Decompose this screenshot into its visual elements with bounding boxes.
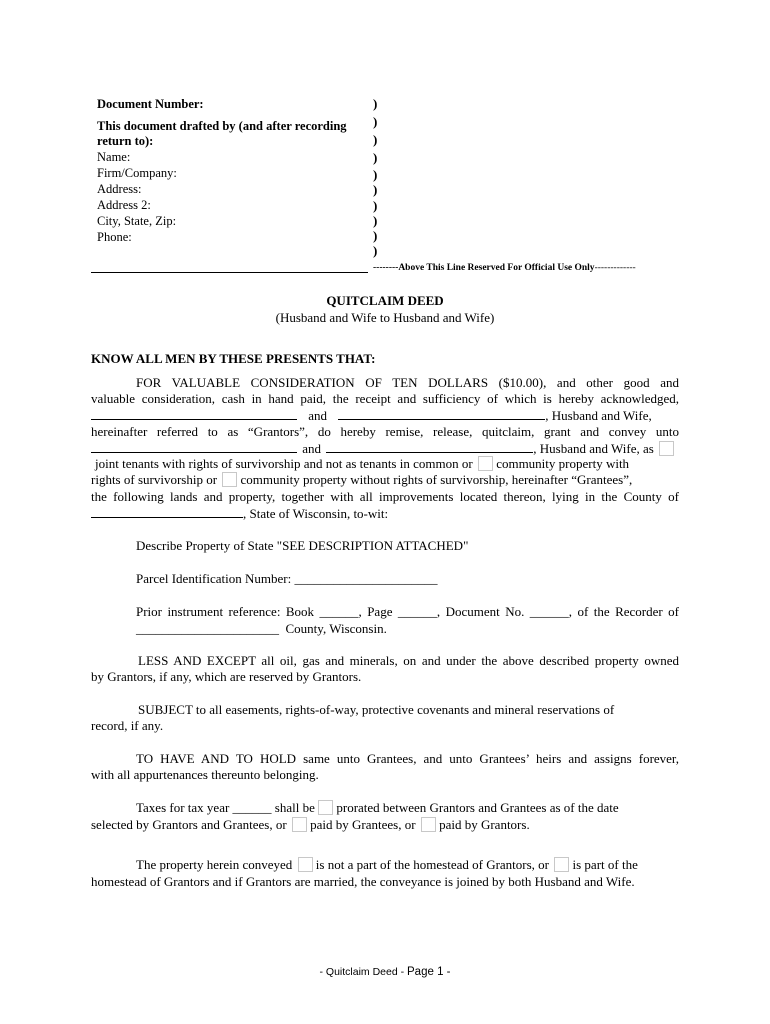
firm-label: Firm/Company: xyxy=(97,166,177,180)
official-use-text: Above This Line Reserved For Official Use Only xyxy=(398,263,595,273)
taxes-prorated-text: prorated between Grantors and Grantees as of the date xyxy=(336,800,619,815)
and-text: and xyxy=(308,408,328,423)
taxes-text: Taxes for tax year ______ shall be xyxy=(136,800,315,815)
footer-title: - Quitclaim Deed - xyxy=(319,966,408,978)
taxes-line xyxy=(136,800,619,817)
phone-label: Phone: xyxy=(97,230,132,244)
property-location-line: the following lands and property, together with all improvements located thereon, lying in the County of xyxy=(91,489,679,504)
husband-wife-text: , Husband and Wife, xyxy=(545,408,652,423)
paren-divider: ) xyxy=(373,228,378,243)
homestead-line-2: homestead of Grantors and if Grantors are married, the conveyance is joined by both Husband and Wife. xyxy=(91,874,635,889)
joint-tenants-checkbox[interactable] xyxy=(659,441,674,456)
grantee-2-name-blank[interactable] xyxy=(326,440,533,453)
not-homestead-checkbox[interactable] xyxy=(298,857,313,872)
joint-tenants-text: joint tenants with rights of survivorship and not as tenants in common or xyxy=(95,456,473,471)
county-line xyxy=(91,505,388,523)
husband-wife-text: , Husband and Wife, as xyxy=(533,441,654,456)
paren-divider: ) xyxy=(373,243,378,258)
prior-instrument-county-line: ______________________ County, Wisconsin. xyxy=(136,621,387,636)
property-conveyed-text: The property herein conveyed xyxy=(136,857,293,872)
not-homestead-text: is not a part of the homestead of Grantors, or xyxy=(315,857,550,872)
address-label: Address: xyxy=(97,182,142,196)
paren-divider: ) xyxy=(373,132,378,147)
paren-divider: ) xyxy=(373,96,378,111)
subject-to-line: SUBJECT to all easements, rights-of-way, protective covenants and mineral reservations of xyxy=(138,702,615,717)
grantor-2-name-blank[interactable] xyxy=(338,407,545,420)
tenancy-options-line xyxy=(95,456,685,473)
paren-divider: ) xyxy=(373,167,378,182)
grantee-1-name-blank[interactable] xyxy=(91,440,297,453)
grantee-names-line xyxy=(91,440,691,458)
paid-by-grantors-text: paid by Grantors. xyxy=(439,817,530,832)
document-title: QUITCLAIM DEED xyxy=(326,293,444,308)
grantor-names-line xyxy=(91,407,679,425)
official-use-notice xyxy=(373,260,636,277)
document-subtitle: (Husband and Wife to Husband and Wife) xyxy=(275,310,495,325)
address2-label: Address 2: xyxy=(97,198,151,212)
page-footer xyxy=(0,964,770,981)
name-label: Name: xyxy=(97,150,131,164)
document-number-label: Document Number: xyxy=(97,97,204,111)
state-text: , State of Wisconsin, to-wit: xyxy=(243,506,389,521)
community-property-no-rights-checkbox[interactable] xyxy=(222,472,237,487)
paid-by-grantees-text: paid by Grantees, or xyxy=(310,817,416,832)
community-property-text: community property with xyxy=(496,456,630,471)
paren-divider: ) xyxy=(373,213,378,228)
is-homestead-text: is part of the xyxy=(572,857,638,872)
subject-to-line-2: record, if any. xyxy=(91,718,164,733)
city-state-zip-label: City, State, Zip: xyxy=(97,214,177,228)
grantor-1-name-blank[interactable] xyxy=(91,407,297,420)
taxes-paid-by-grantors-checkbox[interactable] xyxy=(421,817,436,832)
consideration-line: FOR VALUABLE CONSIDERATION OF TEN DOLLARS ($10.00), and other good and xyxy=(136,375,679,390)
paren-divider: ) xyxy=(373,182,378,197)
less-and-except-line: LESS AND EXCEPT all oil, gas and minerals, on and under the above described property owned xyxy=(138,653,679,668)
drafted-by-label-cont: return to): xyxy=(97,134,154,148)
taxes-line-2 xyxy=(91,817,530,834)
prior-instrument-line: Prior instrument reference: Book ______, Page ______, Document No. ______, of the Recorder of xyxy=(136,604,679,619)
and-text: and xyxy=(302,441,322,456)
taxes-paid-by-grantees-checkbox[interactable] xyxy=(292,817,307,832)
reserved-divider-line xyxy=(91,272,368,273)
county-name-blank[interactable] xyxy=(91,505,243,518)
habendum-line: TO HAVE AND TO HOLD same unto Grantees, and unto Grantees’ heirs and assigns forever, xyxy=(136,751,679,766)
dash-prefix: -------- xyxy=(373,263,399,273)
paren-divider: ) xyxy=(373,198,378,213)
habendum-line-2: with all appurtenances thereunto belonging. xyxy=(91,767,319,782)
consideration-line: valuable consideration, cash in hand paid, the receipt and sufficiency of which is hereby acknowledged, xyxy=(91,391,679,406)
paren-divider: ) xyxy=(373,114,378,129)
tenancy-options-line-2 xyxy=(91,472,681,489)
know-all-heading: KNOW ALL MEN BY THESE PRESENTS THAT: xyxy=(91,351,376,366)
dash-suffix: ------------- xyxy=(594,263,636,273)
drafted-by-label: This document drafted by (and after recording xyxy=(97,119,347,133)
property-description: Describe Property of State "SEE DESCRIPTION ATTACHED" xyxy=(136,538,469,553)
community-property-rights-checkbox[interactable] xyxy=(478,456,493,471)
is-homestead-checkbox[interactable] xyxy=(554,857,569,872)
page-number: Page 1 - xyxy=(407,966,451,978)
taxes-prorated-checkbox[interactable] xyxy=(318,800,333,815)
grantees-defined-text: community property without rights of survivorship, hereinafter “Grantees”, xyxy=(240,472,633,487)
homestead-line xyxy=(136,857,638,874)
survivorship-text: rights of survivorship or xyxy=(91,472,218,487)
selected-by-text: selected by Grantors and Grantees, or xyxy=(91,817,287,832)
grantors-defined-line: hereinafter referred to as “Grantors”, do hereby remise, release, quitclaim, grant and convey unto xyxy=(91,424,679,439)
paren-divider: ) xyxy=(373,150,378,165)
less-and-except-line-2: by Grantors, if any, which are reserved by Grantors. xyxy=(91,669,362,684)
parcel-id-line: Parcel Identification Number: ______________________ xyxy=(136,571,438,586)
